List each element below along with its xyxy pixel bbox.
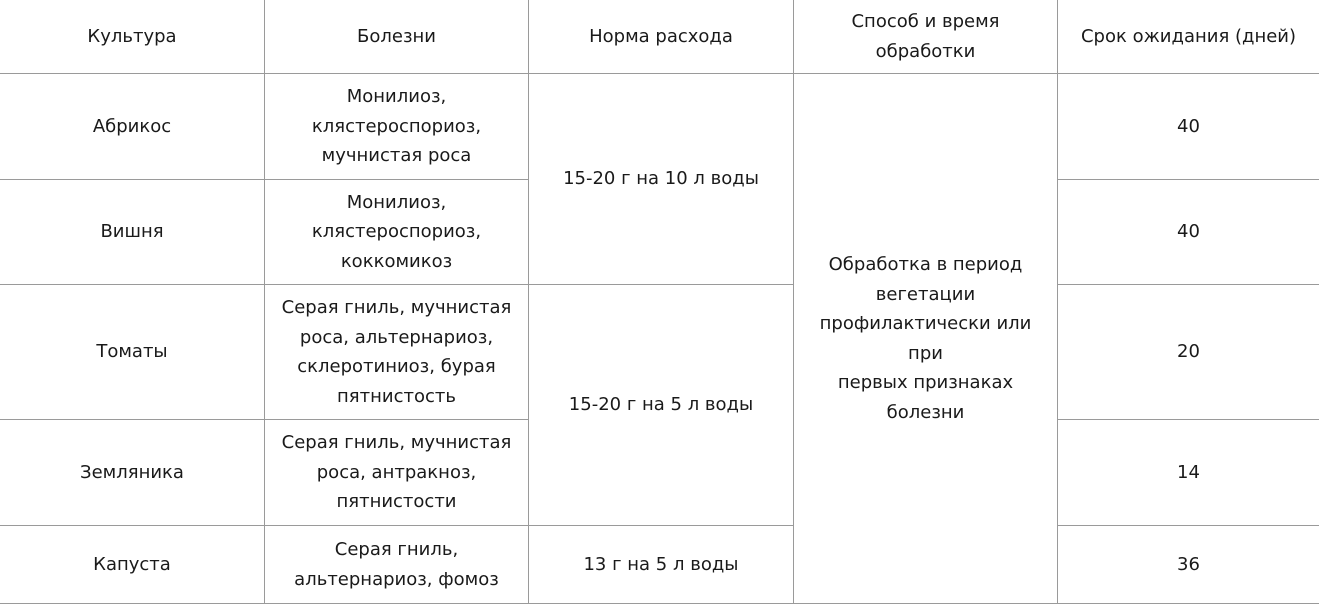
disease-line: роса, альтернариоз, <box>273 323 520 353</box>
diseases-cell <box>265 74 529 180</box>
rate-cell: 15-20 г на 10 л воды <box>529 74 794 285</box>
disease-line: Серая гниль, мучнистая <box>273 428 520 458</box>
disease-line: пятнистость <box>273 382 520 412</box>
disease-line: роса, антракноз, <box>273 458 520 488</box>
header-waiting: Срок ожидания (дней) <box>1058 0 1319 74</box>
disease-line: клястероспориоз, <box>273 112 520 142</box>
method-line: первых признаках <box>802 368 1049 398</box>
disease-line: коккомикоз <box>273 247 520 277</box>
diseases-cell <box>265 180 529 285</box>
header-method-line: обработки <box>802 37 1049 67</box>
crop-cell: Земляника <box>0 420 265 526</box>
method-line: Обработка в период <box>802 250 1049 280</box>
rate-cell: 13 г на 5 л воды <box>529 526 794 604</box>
disease-line: клястероспориоз, <box>273 217 520 247</box>
method-line: вегетации <box>802 280 1049 310</box>
crop-cell: Томаты <box>0 285 265 420</box>
method-line: профилактически или при <box>802 309 1049 368</box>
diseases-cell <box>265 526 529 604</box>
diseases-cell <box>265 285 529 420</box>
header-rate: Норма расхода <box>529 0 794 74</box>
disease-line: пятнистости <box>273 487 520 517</box>
rate-cell: 15-20 г на 5 л воды <box>529 285 794 526</box>
disease-line: Монилиоз, <box>273 188 520 218</box>
method-line: болезни <box>802 398 1049 428</box>
disease-line: Серая гниль, <box>273 535 520 565</box>
table-row <box>0 285 1319 420</box>
waiting-cell: 40 <box>1058 74 1319 180</box>
header-method-line: Способ и время <box>802 7 1049 37</box>
method-cell <box>794 74 1058 604</box>
disease-line: альтернариоз, фомоз <box>273 565 520 595</box>
header-row <box>0 0 1319 74</box>
crop-cell: Вишня <box>0 180 265 285</box>
crop-cell: Абрикос <box>0 74 265 180</box>
disease-line: Монилиоз, <box>273 82 520 112</box>
disease-line: склеротиниоз, бурая <box>273 352 520 382</box>
waiting-cell: 20 <box>1058 285 1319 420</box>
disease-line: мучнистая роса <box>273 141 520 171</box>
disease-line: Серая гниль, мучнистая <box>273 293 520 323</box>
waiting-cell: 40 <box>1058 180 1319 285</box>
waiting-cell: 36 <box>1058 526 1319 604</box>
waiting-cell: 14 <box>1058 420 1319 526</box>
crop-cell: Капуста <box>0 526 265 604</box>
header-diseases: Болезни <box>265 0 529 74</box>
header-method <box>794 0 1058 74</box>
diseases-cell <box>265 420 529 526</box>
table-row <box>0 526 1319 604</box>
table-row <box>0 74 1319 180</box>
header-crop: Культура <box>0 0 265 74</box>
